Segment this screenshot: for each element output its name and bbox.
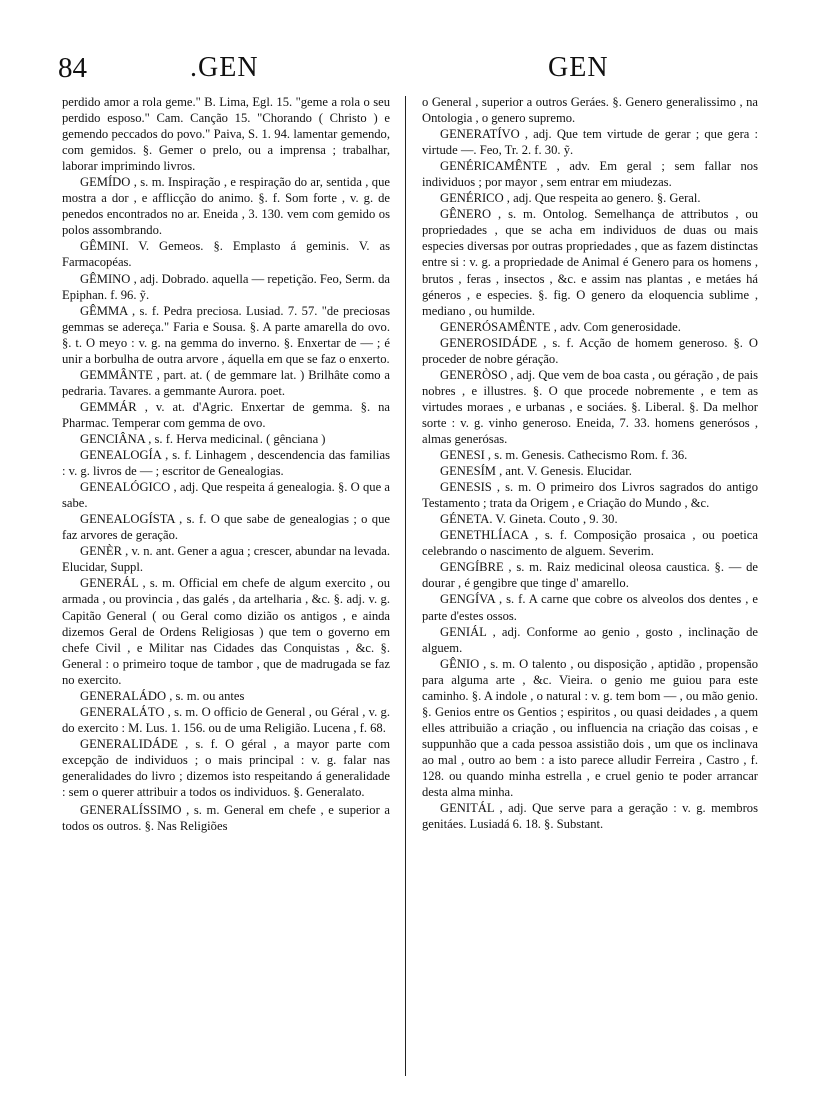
entry-paragraph: GENEALÓGICO , adj. Que respeita á genealogia. §. O que a sabe.: [62, 480, 390, 511]
left-running-head: .GEN: [190, 52, 259, 83]
entry-paragraph: o General , superior a outros Geráes. §. Genero generalissimo , na Ontologia , o genero supremo.: [422, 95, 758, 126]
entry-paragraph: GENERALIDÁDE , s. f. O géral , a mayor parte com excepção de individuos ; o mais principal : v. g. falar nas generalidades do livro ; dizemos isto respeitando á generalidade : sem o querer attribuir a todos os individuos. §. Generalato.: [62, 736, 390, 800]
entry-paragraph: GENCIÂNA , s. f. Herva medicinal. ( gênciana ): [80, 431, 326, 446]
entry-paragraph: GENIÁL , adj. Conforme ao genio , gosto , inclinação de alguem.: [422, 624, 758, 655]
entry-paragraph: GENESI , s. m. Genesis. Cathecismo Rom. f. 36.: [440, 448, 688, 463]
right-running-head: GEN: [548, 52, 609, 83]
entry-paragraph: GEMMÂNTE , part. at. ( de gemmare lat. ) Brilhâte como a pedraria. Tavares. a gemmante Aurora. poet.: [62, 367, 390, 398]
entry-paragraph: GENERALÁTO , s. m. O officio de General , ou Géral , v. g. do exercito : M. Lus. 1. 156. ou de uma Religião. Lucena , f. 68.: [62, 704, 390, 735]
entry-paragraph: GEMMÁR , v. at. d'Agric. Enxertar de gemma. §. na Pharmac. Temperar com gemma de ovo.: [62, 399, 390, 430]
entry-paragraph: perdido amor a rola geme." B. Lima, Egl. 15. "geme a rola o seu perdido esposo." Cam. Canção 15. "Chorando ( Christo ) e gemendo peccados do povo." Paiva, S. 1. 94. lamentar gemendo, com gemidos. §. Gemer o prelo, ou a imprensa ; trabalhar, laborar imprimindo livros.: [62, 95, 390, 174]
right-column: [422, 94, 758, 832]
entry-paragraph: GENERALÍSSIMO , s. m. General em chefe , e superior a todos os outros. §. Nas Religiões: [62, 803, 390, 834]
entry-paragraph: GENGÍVA , s. f. A carne que cobre os alveolos dos dentes , e parte d'estes ossos.: [422, 592, 758, 623]
entry-paragraph: GENEALOGÍSTA , s. f. O que sabe de genealogias ; o que faz arvores de geração.: [62, 512, 390, 543]
entry-paragraph: GÊMMA , s. f. Pedra preciosa. Lusiad. 7. 57. "de preciosas gemmas se adereça." Faria e Sousa. §. A parte amarella do ovo. §. t. O meyo : v. g. na gemma do inverno. §. Enxertar de — ; é unir a borbulha de outra arvore , áquella em que se faz o enxerto.: [62, 303, 390, 366]
entry-paragraph: GÊNERO , s. m. Ontolog. Semelhança de attributos , ou propriedades , que se acha em individuos de duas ou mais especies diversas por outras propriedades , que as fazem distinctas entre si : v. g. a propriedade de Animal é Genero para os homens , brutos , feras , insectos , &c. e assim nas plantas , e metáes há géneros , e especies. §. fig. O genero da eloquencia sublime , mediano , ou humilde.: [422, 207, 758, 318]
entry-paragraph: GENEALOGÍA , s. f. Linhagem , descendencia das familias : v. g. livros de — ; escritor de Genealogias.: [62, 448, 390, 479]
entry-paragraph: GENÉRICAMÊNTE , adv. Em geral ; sem fallar nos individuos ; por mayor , sem entrar em miudezas.: [422, 159, 758, 190]
entry-paragraph: GENERÒSO , adj. Que vem de boa casta , ou géração , de pais nobres , e illustres. §. O que procede nobremente , e tem as virtudes moraes , e urbanas , e sociáes. §. Liberal. §. Da melhor sorte : v. g. vinho generoso. Eneida, 7. 33. homens generósos , almas generósas.: [422, 367, 758, 446]
page-number: 84: [58, 52, 87, 84]
entry-paragraph: GENÉRICO , adj. Que respeita ao genero. §. Geral.: [440, 191, 701, 206]
page-header: [0, 52, 816, 92]
entry-paragraph: GENERATÍVO , adj. Que tem virtude de gerar ; que gera : virtude —. Feo, Tr. 2. f. 30. ỹ.: [422, 127, 758, 158]
entry-paragraph: GEMÍDO , s. m. Inspiração , e respiração do ar, sentida , que mostra a dor , e afflicção do animo. §. f. Som forte , v. g. de penedos encontrados no ar. Eneida , 3. 130. vem com gemido os polos assombrando.: [62, 175, 390, 238]
entry-paragraph: GENGÍBRE , s. m. Raiz medicinal oleosa caustica. §. — de dourar , é gengibre que tinge d' amarello.: [422, 560, 758, 591]
entry-paragraph: GÊMINI. V. Gemeos. §. Emplasto á geminis. V. as Farmacopéas.: [62, 239, 390, 270]
left-column: [62, 94, 390, 834]
entry-paragraph: GÊNIO , s. m. O talento , ou disposição , aptidão , propensão para alguma arte , &c. Vieira. o genio me guiou para este caminho. §. A indole , o natural : v. g. tem bom — , ou mão genio. §. Genios entre os Gentios ; espiritos , ou quasi deidades , a quem elles attribuião a criação , ou influencia na criação das coisas , e suppunhão que a cada pessoa assistião dois , um que os inclinava ao mal , outro ao bem : a isto parece alludir Ferreira , Castro , f. 128. ou quando minha estrella , e cruel genio te poder arrancar desta alma minha.: [422, 656, 758, 800]
entry-paragraph: GENÈR , v. n. ant. Gener a agua ; crescer, abundar na levada. Elucidar, Suppl.: [62, 544, 390, 575]
entry-paragraph: GENITÁL , adj. Que serve para a geração : v. g. membros genitáes. Lusiadá 6. 18. §. Substant.: [422, 801, 758, 832]
entry-paragraph: GENESIS , s. m. O primeiro dos Livros sagrados do antigo Testamento ; trata da Origem , e Criação do Mundo , &c.: [422, 480, 758, 511]
entry-paragraph: GENEROSIDÁDE , s. f. Acção de homem generoso. §. O proceder de nobre géração.: [422, 335, 758, 366]
entry-paragraph: GENETHLÍACA , s. f. Composição prosaica , ou poetica celebrando o nascimento de alguem. Severim.: [422, 528, 758, 559]
entry-paragraph: GENESÍM , ant. V. Genesis. Elucidar.: [440, 464, 632, 479]
entry-paragraph: GÉNETA. V. Gineta. Couto , 9. 30.: [440, 512, 618, 527]
entry-paragraph: GÊMINO , adj. Dobrado. aquella — repetição. Feo, Serm. da Epiphan. f. 96. ỹ.: [62, 271, 390, 302]
column-divider: [405, 96, 406, 1076]
entry-paragraph: GENERALÁDO , s. m. ou antes: [80, 688, 245, 703]
entry-paragraph: GENERÁL , s. m. Official em chefe de algum exercito , ou armada , ou provincia , das galés , da artelharia , &c. §. adj. v. g. Capitão General ( ou Geral como dizião os antigos , e ainda dizemos Geral de Ordens Religiosas ) que tem o governo em chefe Civil , e Militar nas Cidades das Conquistas , &c. §. General : o primeiro toque de tambor , que de madrugada se faz no exercito.: [62, 576, 390, 687]
entry-paragraph: GENERÓSAMÊNTE , adv. Com generosidade.: [440, 319, 681, 334]
